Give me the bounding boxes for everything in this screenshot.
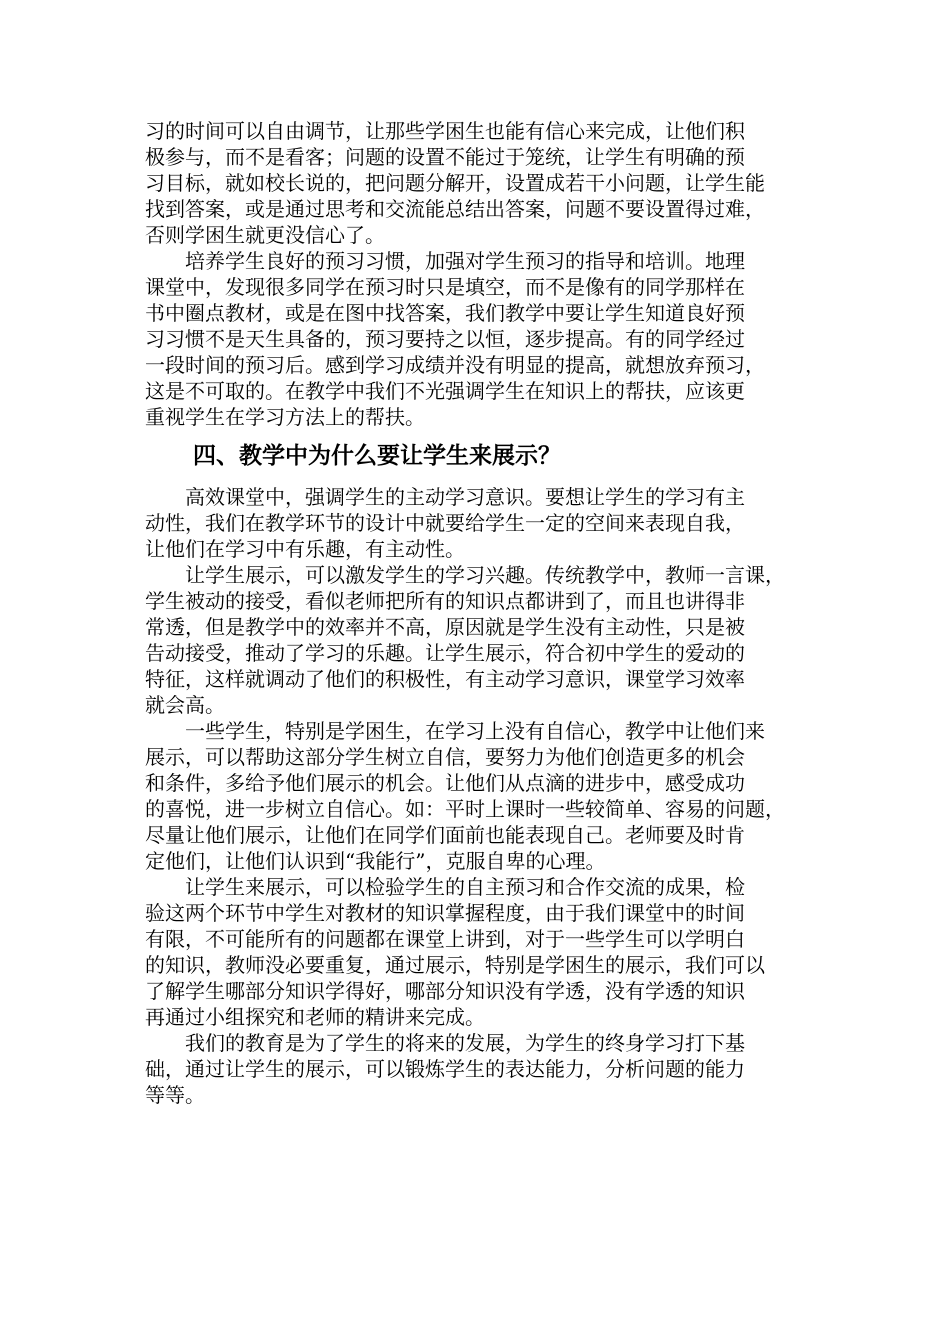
text-line: 特征，这样就调动了他们的积极性，有主动学习意识，课堂学习效率 [145,667,745,691]
text-line: 我们的教育是为了学生的将来的发展，为学生的终身学习打下基 [185,1031,745,1055]
text-line: 再通过小组探究和老师的精讲来完成。 [145,1005,485,1029]
text-line: 等等。 [145,1083,205,1107]
text-line: 常透，但是教学中的效率并不高，原因就是学生没有主动性，只是被 [145,615,745,639]
paragraph-efficient-classroom [145,484,810,562]
text-line: 验这两个环节中学生对教材的知识掌握程度，由于我们课堂中的时间 [145,901,745,925]
text-line: 的喜悦，进一步树立自信心。如：平时上课时一些较简单、容易的问题， [145,797,785,821]
text-line: 有限，不可能所有的问题都在课堂上讲到，对于一些学生可以学明白 [145,927,745,951]
text-line: 让学生展示，可以激发学生的学习兴趣。传统教学中，教师一言课， [185,563,785,587]
text-line: 高效课堂中，强调学生的主动学习意识。要想让学生的学习有主 [185,485,745,509]
text-line: 展示，可以帮助这部分学生树立自信，要努力为他们创造更多的机会 [145,745,745,769]
text-line: 的知识，教师没必要重复，通过展示，特别是学困生的展示，我们可以 [145,953,765,977]
text-line: 让他们在学习中有乐趣，有主动性。 [145,537,465,561]
text-line: 尽量让他们展示，让他们在同学们面前也能表现自己。老师要及时肯 [145,823,745,847]
text-line: 否则学困生就更没信心了。 [145,223,385,247]
text-line: 就会高。 [145,693,225,717]
text-line: 和条件，多给予他们展示的机会。让他们从点滴的进步中，感受成功 [145,771,745,795]
text-line: 极参与，而不是看客；问题的设置不能过于笼统，让学生有明确的预 [145,145,745,169]
text-line: 习的时间可以自由调节，让那些学困生也能有信心来完成，让他们积 [145,119,745,143]
text-line: 找到答案，或是通过思考和交流能总结出答案，问题不要设置得过难， [145,197,765,221]
paragraph-interest [145,562,810,718]
text-line: 了解学生哪部分知识学得好，哪部分知识没有学透，没有学透的知识 [145,979,745,1003]
text-line: 习习惯不是天生具备的，预习要持之以恒，逐步提高。有的同学经过 [145,327,745,351]
text-line: 让学生来展示，可以检验学生的自主预习和合作交流的成果，检 [185,875,745,899]
text-line: 这是不可取的。在教学中我们不光强调学生在知识上的帮扶，应该更 [145,379,745,403]
text-line: 书中圈点教材，或是在图中找答案，我们教学中要让学生知道良好预 [145,301,745,325]
text-line: 告动接受，推动了学习的乐趣。让学生展示，符合初中学生的爱动的 [145,641,745,665]
text-line: 础，通过让学生的展示，可以锻炼学生的表达能力，分析问题的能力 [145,1057,745,1081]
text-line: 一段时间的预习后。感到学习成绩并没有明显的提高，就想放弃预习， [145,353,765,377]
paragraph-preview-habits [145,248,810,430]
paragraph-confidence [145,718,810,874]
text-line: 习目标，就如校长说的，把问题分解开，设置成若干小问题，让学生能 [145,171,765,195]
section-heading: 四、教学中为什么要让学生来展示？ [193,443,561,469]
document-body [145,118,810,1108]
paragraph-preview-time [145,118,810,248]
text-line: 重视学生在学习方法上的帮扶。 [145,405,425,429]
paragraph-verification [145,874,810,1030]
text-line: 培养学生良好的预习习惯，加强对学生预习的指导和培训。地理 [185,249,745,273]
paragraph-education-goal [145,1030,810,1108]
text-line: 一些学生，特别是学困生，在学习上没有自信心，教学中让他们来 [185,719,765,743]
text-line: 学生被动的接受，看似老师把所有的知识点都讲到了，而且也讲得非 [145,589,745,613]
text-line: 动性，我们在教学环节的设计中就要给学生一定的空间来表现自我， [145,511,745,535]
text-line: 课堂中，发现很多同学在预习时只是填空，而不是像有的同学那样在 [145,275,745,299]
text-line: 定他们，让他们认识到“我能行”，克服自卑的心理。 [145,849,606,873]
